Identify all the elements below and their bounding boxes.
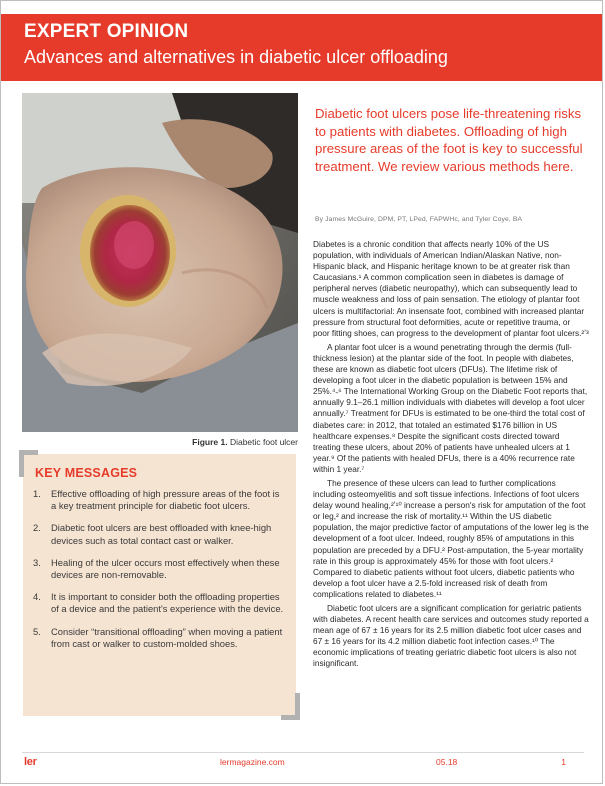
figure-photo [22,93,298,432]
figure-caption [22,437,298,447]
list-item-number: 5. [33,625,41,637]
lead-paragraph: Diabetic foot ulcers pose life-threatening risks to patients with diabetes. Offloading of high pressure areas of the foot is key to successful treatment. We review various methods here. [315,106,583,174]
byline: By James McGuire, DPM, PT, LPed, FAPWHc, and Tyler Coye, BA [315,216,523,223]
magazine-logo: ler [24,756,37,768]
body-paragraph: The presence of these ulcers can lead to further complications including osteomyelitis and soft tissue infections. Infections of foot ulcers delay wound healing,²ʼ¹⁰ increase a person's risk for amputation of the foot or leg,² and increase the risk of mortality.¹¹ Within the US diabetic population, the major predictive factor of amputations of the lower leg is the development of a foot ulcer. Indeed, roughly 85% of amputations in this population are preceded by a DFU.² Post-amputation, the 5-year mortality rate in this group is approximately 45% for those with foot ulcers.² Compared to diabetic patients without foot ulcers, diabetic patients who develop a foot ulcer have a 2.5-fold increased risk of death from complications related to diabetes.¹¹ [313,477,589,599]
list-item-text: It is important to consider both the offloading properties of a device and the patient's experience with the device. [51,591,284,615]
body-paragraph: Diabetes is a chronic condition that affects nearly 10% of the US population, with individuals of American Indian/Alaskan Native, non-Hispanic black, and Hispanic heritage known to be at greater risk than Caucasians.¹ A common complication seen in diabetes is damage of peripheral nerves (diabetic neuropathy), which can subsequently lead to muscle weakness and loss of pain sensation. The etiology of plantar foot ulcers is multifactorial: An insensate foot, combined with increased plantar pressure from structural foot deformities, acute or repetitive trauma, or poor fitting shoes, can progress to the development of plantar foot ulcers.²ʼ³ [313,239,589,338]
list-item-number: 1. [33,488,41,499]
foot-ulcer-image [22,93,298,432]
list-item [33,591,285,615]
footer-divider [22,752,584,753]
list-item-text: Effective offloading of high pressure areas of the foot is a key treatment principle for diabetic foot ulcers. [51,488,280,512]
header-banner [1,14,602,81]
list-item-text: Diabetic foot ulcers are best offloaded with knee-high devices such as total contact cast or walker. [51,522,272,546]
body-paragraph: A plantar foot ulcer is a wound penetrating through the dermis (full-thickness lesion) at the plantar side of the foot. In people with diabetes, these are known as diabetic foot ulcers (DFUs). The lifetime risk of developing a foot ulcer in the diabetic population is between 15% and 25%.⁴˗⁶ The International Working Group on the Diabetic Foot reports that, annually 9.1–26.1 million individuals with diabetes will develop a foot ulcer annually.⁷ Treatment for DFUs is estimated to be one-third the total cost of diabetes care: in 2012, that totaled an estimated $176 billion in US healthcare expenses.⁸ Despite the significant costs directed toward treating these ulcers, about 20% of patients have unhealed ulcers at 1 year.⁹ Of the patients with healed DFUs, there is a 40% recurrence rate within 1 year.⁷ [313,341,588,474]
footer-issue: 05.18 [436,757,458,767]
key-messages-box [23,454,296,716]
figure-label: Figure 1. [192,437,228,447]
list-item-text: Healing of the ulcer occurs most effectively when these devices are non-removable. [51,556,280,581]
article-title: Advances and alternatives in diabetic ulcer offloading [24,47,448,67]
figure-caption-text: Diabetic foot ulcer [229,437,298,447]
key-messages-list [33,488,285,660]
page-footer [24,757,584,771]
list-item-number: 3. [33,556,41,568]
list-item [33,557,285,581]
section-label: EXPERT OPINION [24,21,189,42]
list-item [33,626,285,650]
body-paragraph: Diabetic foot ulcers are a significant complication for geriatric patients with diabetes. A recent health care services and outcomes study reported a mean age of 67 ± 16 years for its 2.5 million diabetic foot ulcer cases and 67 ± 16 years for its 4.2 million diabetic foot infection cases.¹⁰ The economic implications of treating geriatric diabetic foot ulcers is also not insignificant. [313,603,589,669]
list-item-number: 4. [33,591,41,603]
key-messages-title: KEY MESSAGES [35,466,138,480]
corner-bracket-bottom-right [281,693,300,720]
article-body [313,239,589,670]
list-item-text: Consider “transitional offloading” when moving a patient from cast or walker to custom-molded shoes. [51,625,283,649]
footer-website-link[interactable]: lermagazine.com [220,757,285,767]
list-item [33,522,285,546]
page-number: 1 [561,757,566,767]
list-item-number: 2. [33,522,41,534]
list-item [33,488,285,512]
